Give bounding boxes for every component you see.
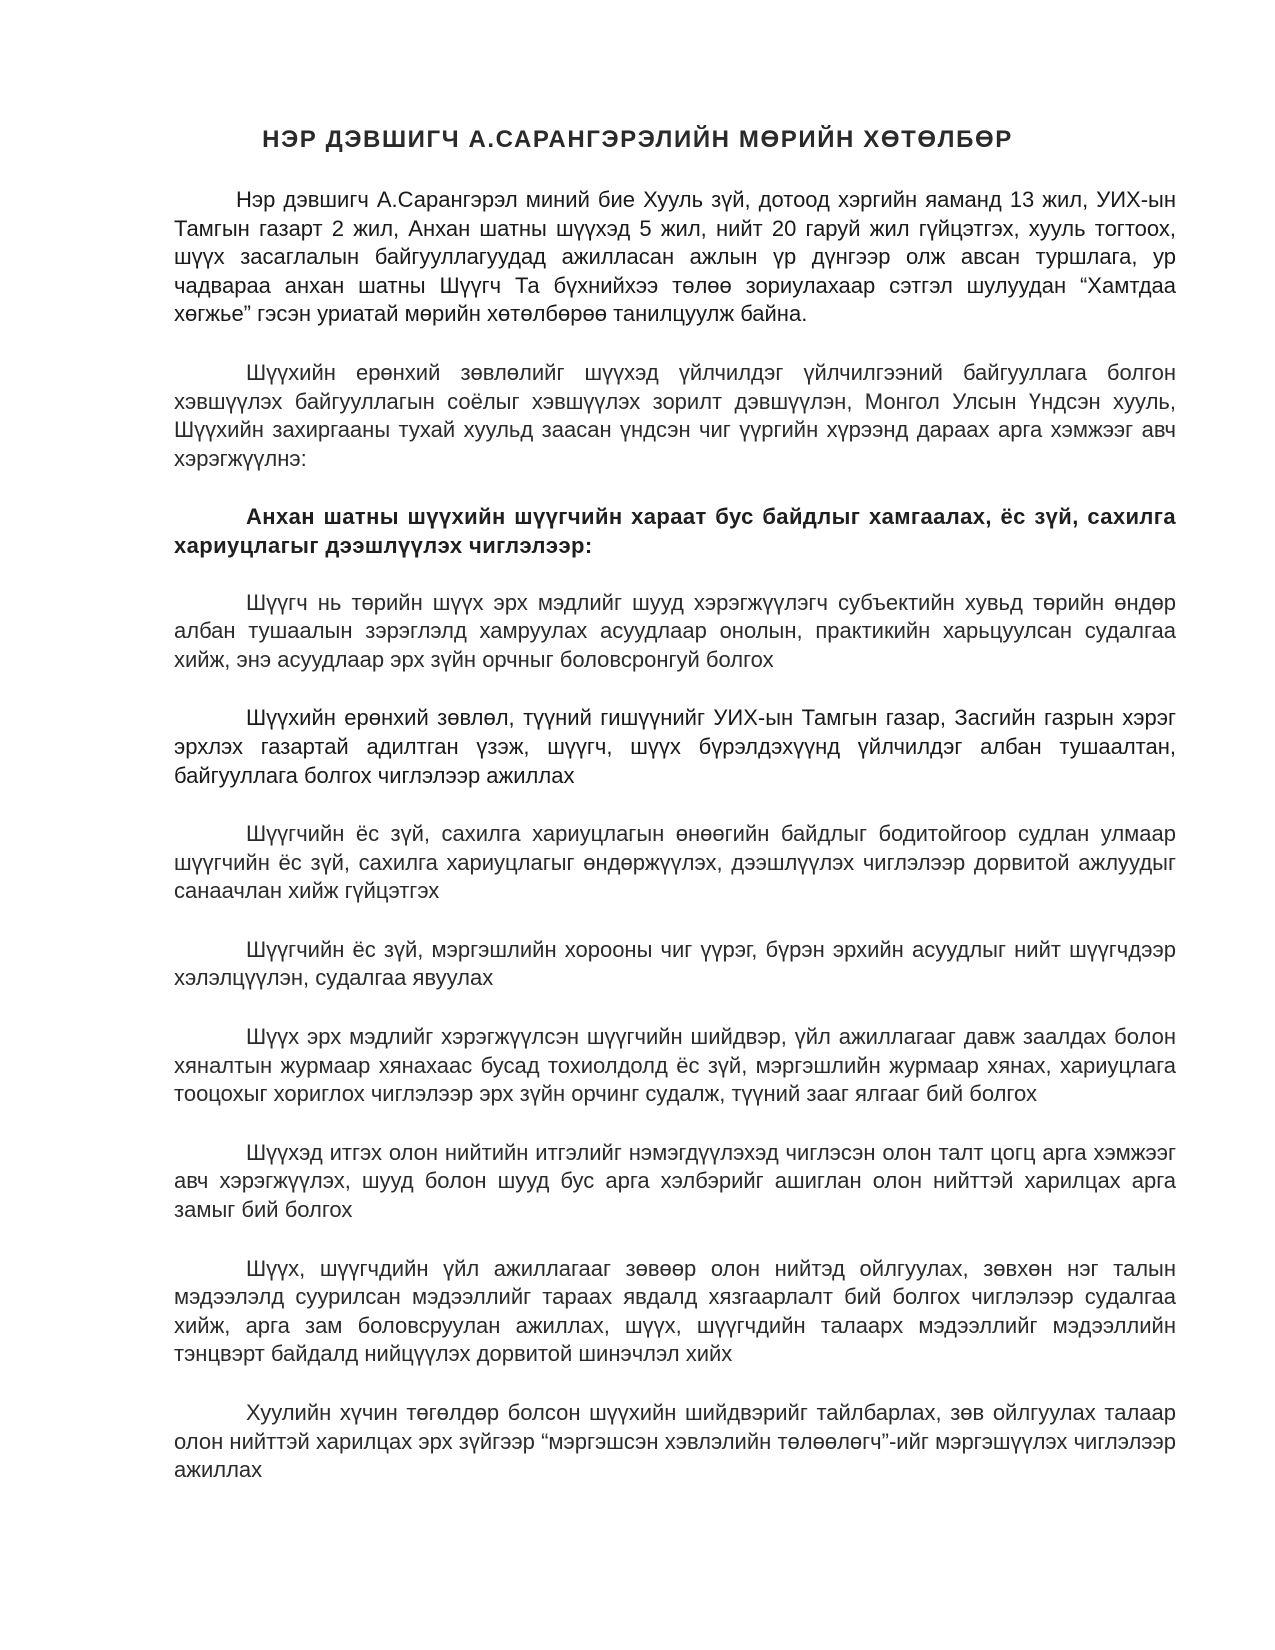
body-paragraph: Шүүгч нь төрийн шүүх эрх мэдлийг шууд хэрэгжүүлэгч субъектийн хувьд төрийн өндөр албан тушаалын зэрэглэлд хамруулах асуудлаар онолын, практикийн харьцуулсан судалгаа хийж, энэ асуудлаар эрх зүйн орчныг боловсронгуй болгох bbox=[174, 589, 1176, 672]
body-paragraph: Шүүх эрх мэдлийг хэрэгжүүлсэн шүүгчийн шийдвэр, үйл ажиллагааг давж заалдах болон хяналтын журмаар хянахаас бусад тохиолдолд ёс зүй, мэргэшлийн журмаар хянах, хариуцлага тооцохыг хориглох чиглэлээр эрх зүйн орчинг судалж, түүний зааг ялгааг бий болгох bbox=[174, 1024, 1176, 1107]
body-paragraph: Шүүхийн ерөнхий зөвлөлийг шүүхэд үйлчилдэг үйлчилгээний байгууллага болгон хэвшүүлэх байгууллагын соёлыг хэвшүүлэх зорилт дэвшүүлэн, Монгол Улсын Үндсэн хууль, Шүүхийн захиргааны тухай хуульд заасан үндсэн чиг үүргийн хүрээнд дараах арга хэмжээг авч хэрэгжүүлнэ: bbox=[174, 359, 1176, 471]
body-paragraph: Шүүгчийн ёс зүй, сахилга хариуцлагын өнөөгийн байдлыг бодитойгоор судлан улмаар шүүгчийн ёс зүй, сахилга хариуцлагыг өндөржүүлэх, дээшлүүлэх чиглэлээр дорвитой ажлуудыг санаачлан хийж гүйцэтгэх bbox=[174, 821, 1176, 904]
section-heading: Анхан шатны шүүхийн шүүгчийн хараат бус байдлыг хамгаалах, ёс зүй, сахилга хариуцлагыг дээшлүүлэх чиглэлээр: bbox=[174, 504, 1176, 558]
intro-paragraph: Нэр дэвшигч А.Сарангэрэл миний бие Хууль зүй, дотоод хэргийн яаманд 13 жил, УИХ-ын Тамгын газарт 2 жил, Анхан шатны шүүхэд 5 жил, нийт 20 гаруй жил гүйцэтгэх, хууль тогтоох, шүүх засаглалын байгууллагуудад ажилласан ажлын үр дүнгээр олж авсан туршлага, ур чадвараа анхан шатны Шүүгч Та бүхнийхээ төлөө зориулахаар сэтгэл шулуудан “Хамтдаа хөгжье” гэсэн уриатай мөрийн хөтөлбөрөө танилцуулж байна. bbox=[174, 187, 1176, 327]
body-paragraph: Шүүхэд итгэх олон нийтийн итгэлийг нэмэгдүүлэхэд чиглэсэн олон талт цогц арга хэмжээг авч хэрэгжүүлэх, шууд болон шууд бус арга хэлбэрийг ашиглан олон нийттэй харилцах арга замыг бий болгох bbox=[174, 1139, 1176, 1223]
document-body bbox=[174, 186, 1176, 1556]
document-title: НЭР ДЭВШИГЧ А.САРАНГЭРЭЛИЙН МӨРИЙН ХӨТӨЛБӨР bbox=[262, 126, 1013, 153]
body-paragraph: Шүүх, шүүгчдийн үйл ажиллагааг зөвөөр олон нийтэд ойлгуулах, зөвхөн нэг талын мэдээлэлд суурилсан мэдээллийг тараах явдалд хязгаарлалт бий болгох чиглэлээр судалгаа хийж, арга зам боловсруулан ажиллах, шүүх, шүүгчдийн талаарх мэдээллийг мэдээллийн тэнцвэрт байдалд нийцүүлэх дорвитой шинэчлэл хийх bbox=[174, 1255, 1176, 1367]
body-paragraph: Шүүгчийн ёс зүй, мэргэшлийн хорооны чиг үүрэг, бүрэн эрхийн асуудлыг нийт шүүгчдээр хэлэлцүүлэн, судалгаа явуулах bbox=[174, 936, 1176, 991]
body-paragraph: Хуулийн хүчин төгөлдөр болсон шүүхийн шийдвэрийг тайлбарлах, зөв ойлгуулах талаар олон нийттэй харилцах эрх зүйгээр “мэргэшсэн хэвлэлийн төлөөлөгч”-ийг мэргэшүүлэх чиглэлээр ажиллах bbox=[174, 1400, 1176, 1483]
body-paragraph: Шүүхийн ерөнхий зөвлөл, түүний гишүүнийг УИХ-ын Тамгын газар, Засгийн газрын хэрэг эрхлэх газартай адилтган үзэж, шүүгч, шүүх бүрэлдэхүүнд үйлчилдэг албан тушаалтан, байгууллага болгох чиглэлээр ажиллах bbox=[174, 705, 1176, 788]
